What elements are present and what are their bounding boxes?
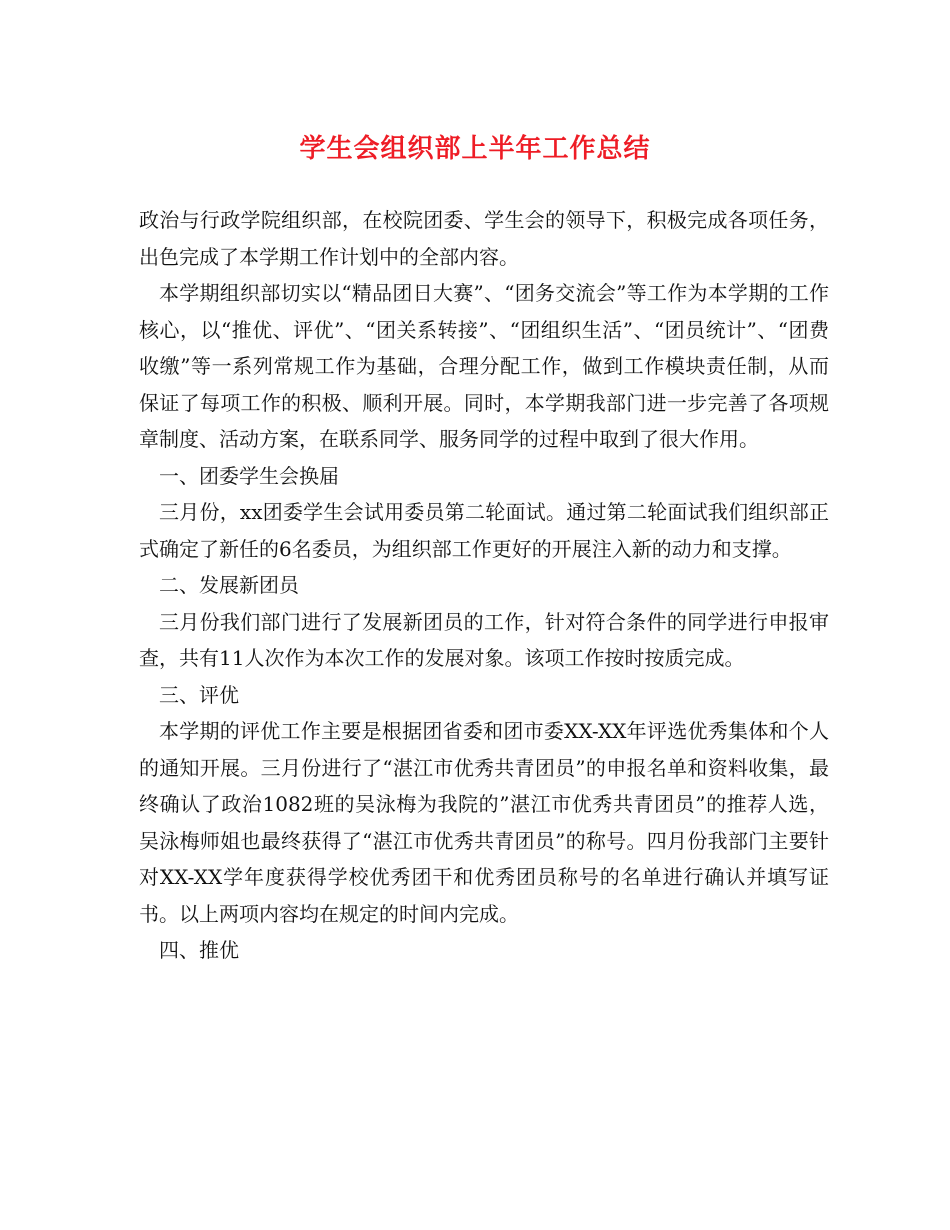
- document-body: [139, 202, 829, 969]
- section-heading-2: 二、发展新团员: [159, 573, 299, 597]
- paragraph-section-2: 三月份我们部门进行了发展新团员的工作，针对符合条件的同学进行申报审查，共有11人次作为本次工作的发展对象。该项工作按时按质完成。: [139, 609, 829, 670]
- paragraph-overview: 本学期组织部切实以“精品团日大赛”、“团务交流会”等工作为本学期的工作核心，以“推优、评优”、“团关系转接”、“团组织生活”、“团员统计”、“团费收缴”等一系列常规工作为基础，合理分配工作，做到工作模块责任制，从而保证了每项工作的积极、顺利开展。同时，本学期我部门进一步完善了各项规章制度、活动方案，在联系同学、服务同学的过程中取到了很大作用。: [139, 281, 829, 451]
- section-heading-4: 四、推优: [159, 938, 239, 962]
- section-heading-1: 一、团委学生会换届: [159, 463, 339, 488]
- paragraph-section-3: 本学期的评优工作主要是根据团省委和团市委XX-XX年评选优秀集体和个人的通知开展。三月份进行了“湛江市优秀共青团员”的申报名单和资料收集，最终确认了政治1082班的吴泳梅为我院的”湛江市优秀共青团员”的推荐人选，吴泳梅师姐也最终获得了“湛江市优秀共青团员”的称号。四月份我部门主要针对XX-XX学年度获得学校优秀团干和优秀团员称号的名单进行确认并填写证书。以上两项内容均在规定的时间内完成。: [139, 719, 829, 926]
- section-heading-3: 三、评优: [159, 682, 239, 707]
- document-title: 学生会组织部上半年工作总结: [299, 134, 651, 164]
- paragraph-intro: 政治与行政学院组织部，在校院团委、学生会的领导下，积极完成各项任务，出色完成了本学期工作计划中的全部内容。: [139, 208, 829, 269]
- paragraph-section-1: 三月份，xx团委学生会试用委员第二轮面试。通过第二轮面试我们组织部正式确定了新任的6名委员，为组织部工作更好的开展注入新的动力和支撑。: [139, 500, 829, 561]
